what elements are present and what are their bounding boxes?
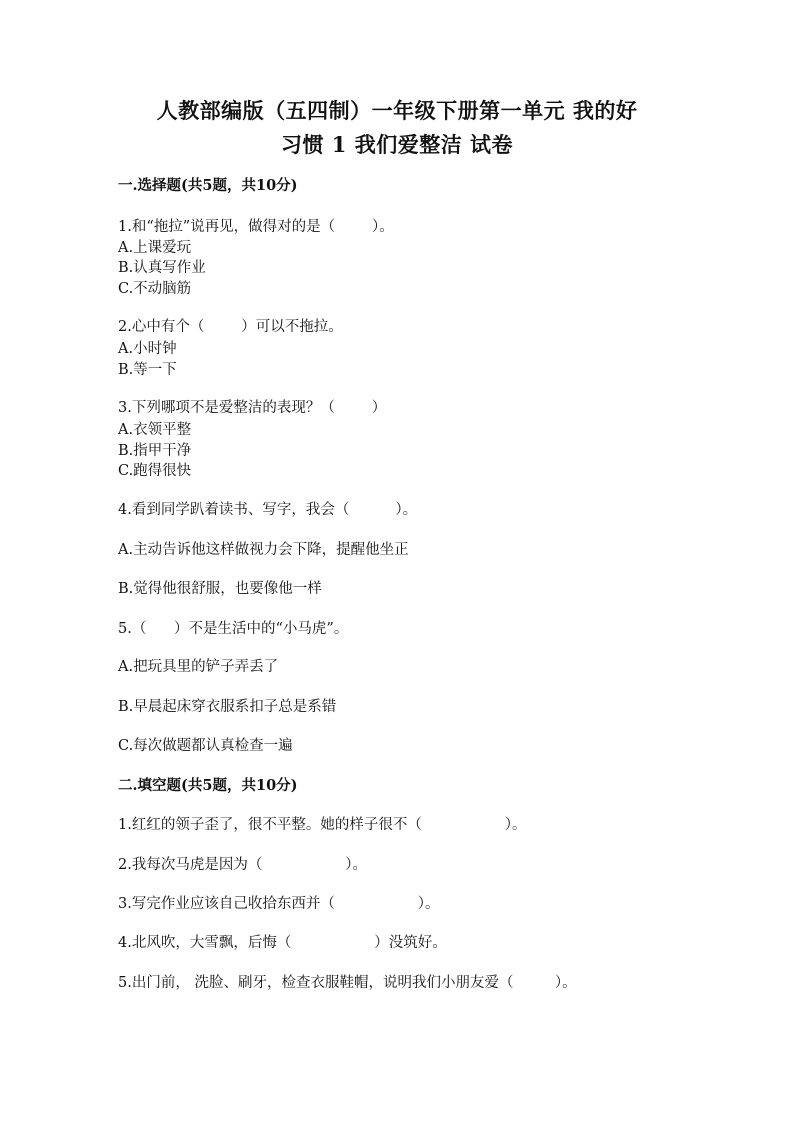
section-heading-choice: 一.选择题(共5题，共10分) [118, 177, 298, 194]
choice-question-1: 1.和“拖拉”说再见，做得对的是（ ）。 [118, 219, 394, 235]
section-heading-fill: 二.填空题(共5题，共10分) [118, 777, 298, 794]
choice-question-2: 2.心中有个（ ）可以不拖拉。 [118, 319, 343, 335]
choice-q3-option-b: B.指甲干净 [118, 443, 192, 459]
choice-q1-option-b: B.认真写作业 [118, 260, 206, 276]
choice-q3-option-c: C.跑得很快 [118, 463, 192, 479]
exam-title-line-2: 习惯 1 我们爱整洁 试卷 [280, 132, 514, 157]
choice-q4-option-b: B.觉得他很舒服，也要像他一样 [118, 581, 322, 597]
choice-q5-option-b: B.早晨起床穿衣服系扣子总是系错 [118, 699, 337, 715]
choice-q1-option-a: A.上课爱玩 [118, 240, 192, 256]
choice-q5-option-a: A.把玩具里的铲子弄丢了 [118, 659, 279, 675]
exam-title-line-1: 人教部编版（五四制）一年级下册第一单元 我的好 [156, 98, 638, 123]
fill-question-5: 5.出门前， 洗脸、刷牙，检查衣服鞋帽，说明我们小朋友爱（ ）。 [118, 975, 577, 991]
choice-q1-option-c: C.不动脑筋 [118, 281, 192, 297]
choice-question-4: 4.看到同学趴着读书、写字，我会（ ）。 [118, 502, 418, 518]
choice-q2-option-a: A.小时钟 [118, 341, 177, 357]
fill-question-1: 1.红红的领子歪了，很不平整。她的样子很不（ ）。 [118, 817, 527, 833]
choice-question-5: 5.（ ）不是生活中的“小马虎”。 [118, 621, 349, 637]
fill-question-3: 3.写完作业应该自己收拾东西并（ ）。 [118, 896, 440, 912]
fill-question-2: 2.我每次马虎是因为（ ）。 [118, 857, 368, 873]
choice-question-3: 3.下列哪项不是爱整洁的表现？（ ） [118, 400, 387, 416]
choice-q3-option-a: A.衣领平整 [118, 422, 192, 438]
choice-q2-option-b: B.等一下 [118, 362, 177, 378]
fill-question-4: 4.北风吹，大雪飘，后悔（ ）没筑好。 [118, 935, 447, 951]
choice-q4-option-a: A.主动告诉他这样做视力会下降，提醒他坐正 [118, 542, 409, 558]
choice-q5-option-c: C.每次做题都认真检查一遍 [118, 738, 293, 754]
